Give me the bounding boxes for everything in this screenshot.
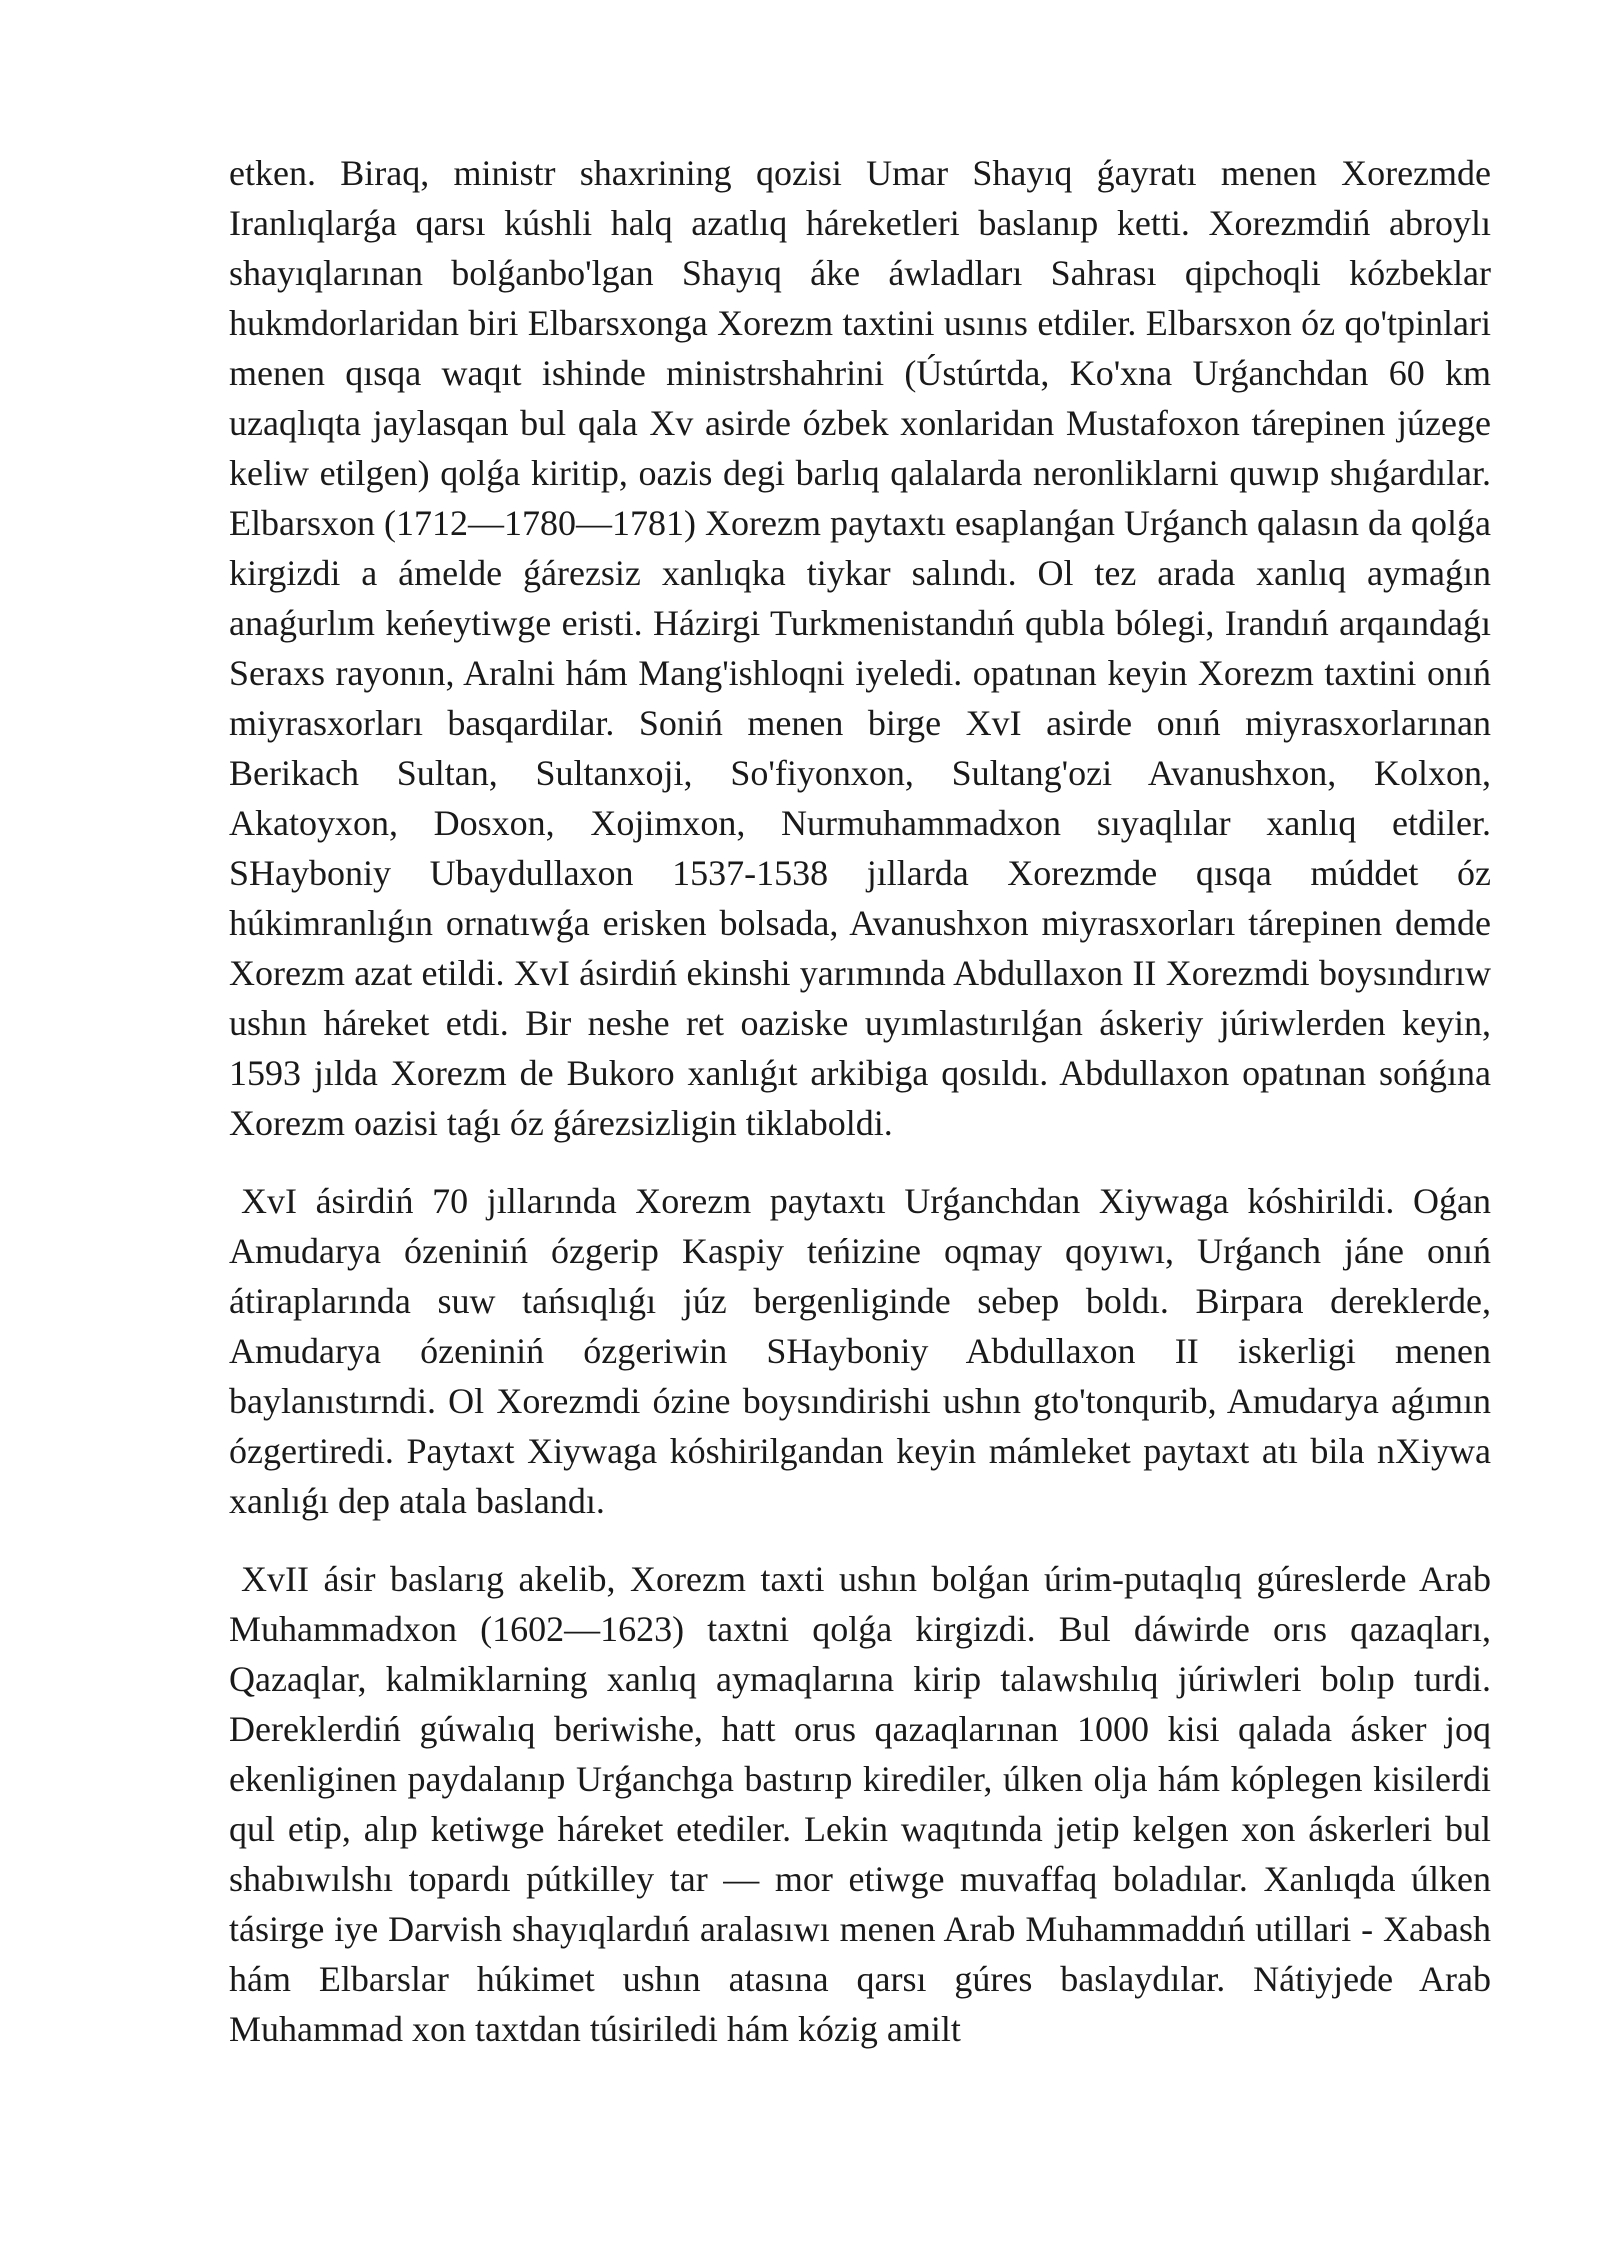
paragraph-2: XvI ásirdiń 70 jıllarında Xorezm paytaxtı Urǵanchdan Xiywaga kóshirildi. Oǵan Amudarya ózeniniń ózgerip Kaspiy teńizine oqmay qoyıwı, Urǵanch jáne onıń átiraplarında suw tańsıqlıǵı júz bergenliginde sebep boldı. Birpara dereklerde, Amudarya ózeniniń ózgeriwin SHayboniy Abdullaxon II iskerligi menen baylanıstırndi. Ol Xorezmdi ózine boysındirishi ushın gto'tonqurib, Amudarya aǵımın ózgertiredi. Paytaxt Xiywaga kóshirilgandan keyin mámleket paytaxt atı bila nXiywa xanlıǵı dep atala baslandı. xyxy=(229,1181,1491,1521)
document-page xyxy=(229,148,1491,2082)
paragraph-1: etken. Biraq, ministr shaxrining qozisi Umar Shayıq ǵayratı menen Xorezmde Iranlıqlarǵa qarsı kúshli halq azatlıq háreketleri baslanıp ketti. Xorezmdiń abroylı shayıqlarınan bolǵanbo'lgan Shayıq áke áwladları Sahrası qipchoqli kózbeklar hukmdorlaridan biri Elbarsxonga Xorezm taxtini usınıs etdiler. Elbarsxon óz qo'tpinlari menen qısqa waqıt ishinde ministrshahrini (Ústúrtda, Ko'xna Urǵanchdan 60 km uzaqlıqta jaylasqan bul qala Xv asirde ózbek xonlaridan Mustafoxon tárepinen júzege keliw etilgen) qolǵa kiritip, oazis degi barlıq qalalarda neronliklarni quwıp shıǵardılar. Elbarsxon (1712—1780—1781) Xorezm paytaxtı esaplanǵan Urǵanch qalasın da qolǵa kirgizdi a ámelde ǵárezsiz xanlıqka tiykar salındı. Ol tez arada xanlıq aymaǵın anaǵurlım keńeytiwge eristi. Házirgi Turkmenistandıń qubla bólegi, Irandıń arqaındaǵı Seraxs rayonın, Aralni hám Mang'ishloqni iyeledi. opatınan keyin Xorezm taxtini onıń miyrasxorları basqardilar. Soniń menen birge XvI asirde onıń miyrasxorlarınan Berikach Sultan, Sultanxoji, So'fiyonxon, Sultang'ozi Avanushxon, Kolxon, Akatoyxon, Dosxon, Xojimxon, Nurmuhammadxon sıyaqlılar xanlıq etdiler. SHayboniy Ubaydullaxon 1537-1538 jıllarda Xorezmde qısqa múddet óz húkimranlıǵın ornatıwǵa erisken bolsada, Avanushxon miyrasxorları tárepinen demde Xorezm azat etildi. XvI ásirdiń ekinshi yarımında Abdullaxon II Xorezmdi boysındırıw ushın háreket etdi. Bir neshe ret oaziske uyımlastırılǵan áskeriy júriwlerden keyin, 1593 jılda Xorezm de Bukoro xanlıǵıt arkibiga qosıldı. Abdullaxon opatınan sońǵına Xorezm oazisi taǵı óz ǵárezsizligin tiklaboldi. xyxy=(229,153,1491,1143)
paragraph-3: XvII ásir baslarıg akelib, Xorezm taxti ushın bolǵan úrim-putaqlıq gúreslerde Arab Muhammadxon (1602—1623) taxtni qolǵa kirgizdi. Bul dáwirde orıs qazaqları, Qazaqlar, kalmiklarning xanlıq aymaqlarına kirip talawshılıq júriwleri bolıp turdi. Dereklerdiń gúwalıq beriwishe, hatt orus qazaqlarınan 1000 kisi qalada ásker joq ekenliginen paydalanıp Urǵanchga bastırıp kirediler, úlken olja hám kóplegen kisilerdi qul etip, alıp ketiwge háreket etediler. Lekin waqıtında jetip kelgen xon áskerleri bul shabıwılshı topardı pútkilley tar — mor etiwge muvaffaq boladılar. Xanlıqda úlken tásirge iye Darvish shayıqlardıń aralasıwı menen Arab Muhammaddıń utillari - Xabash hám Elbarslar húkimet ushın atasına qarsı gúres baslaydılar. Nátiyjede Arab Muhammad xon taxtdan túsiriledi hám kózig amilt xyxy=(229,1559,1491,2049)
